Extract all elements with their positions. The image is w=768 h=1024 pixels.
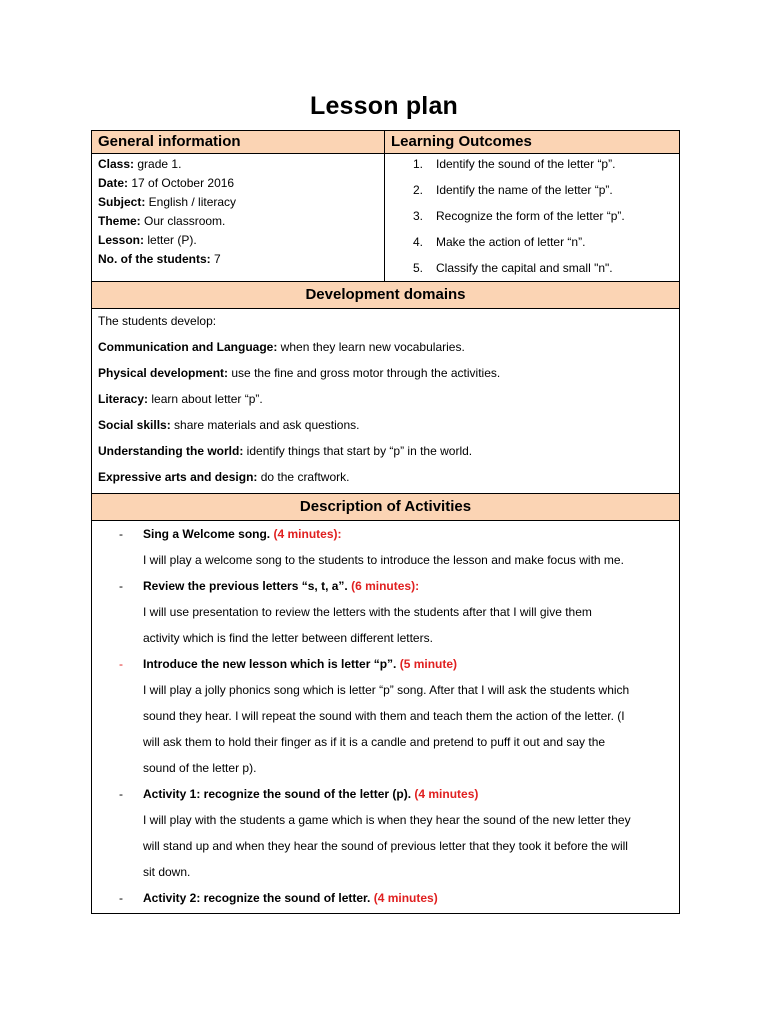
activity-text: I will play a welcome song to the students to introduce the lesson and make focus with me.	[143, 553, 624, 567]
info-header-row	[92, 131, 679, 154]
development-header-row	[92, 282, 679, 309]
activity-text: sound they hear. I will repeat the sound with them and teach them the action of the letter. (I	[143, 709, 625, 723]
outcome-item: 1. Identify the sound of the letter “p”.	[413, 157, 616, 171]
outcome-item: 4. Make the action of letter “n”.	[413, 235, 586, 249]
development-item: Social skills: share materials and ask questions.	[98, 418, 360, 432]
development-item: Expressive arts and design: do the craftwork.	[98, 470, 350, 484]
learning-outcomes-cell	[385, 154, 677, 281]
activities-header-row	[92, 494, 679, 521]
activities-row	[92, 521, 679, 914]
students-line: No. of the students: 7	[98, 252, 221, 266]
outcome-item: 5. Classify the capital and small "n".	[413, 261, 613, 275]
theme-line: Theme: Our classroom.	[98, 214, 226, 228]
development-domains-header: Development domains	[305, 286, 466, 303]
activity-text: activity which is find the letter between different letters.	[143, 631, 433, 645]
general-info-cell	[92, 154, 385, 281]
development-row	[92, 309, 679, 494]
lesson-line: Lesson: letter (P).	[98, 233, 197, 247]
activity-item: - Sing a Welcome song. (4 minutes): I will play a welcome song to the students to introduce the lesson and make focus with me.	[98, 521, 673, 573]
activity-item: - Activity 2: recognize the sound of letter. (4 minutes)	[119, 891, 438, 905]
development-intro: The students develop:	[98, 314, 217, 328]
activity-text: I will use presentation to review the letters with the students after that I will give them	[143, 605, 592, 619]
development-cell	[92, 309, 506, 493]
activity-item: - Review the previous letters “s, t, a”. (6 minutes): I will use presentation to review the letters with the students after that I will give them activity which is find the letter between different letters.	[98, 573, 673, 651]
activities-cell	[92, 521, 679, 913]
outcome-item: 3. Recognize the form of the letter “p”.	[413, 209, 625, 223]
activity-text: I will play with the students a game which is when they hear the sound of the new letter they	[143, 813, 631, 827]
activity-text: sit down.	[143, 865, 191, 879]
info-row	[92, 154, 679, 282]
activity-item: - Activity 1: recognize the sound of the letter (p). (4 minutes) I will play with the students a game which is when they hear the sound of the new letter they will stand up and when they hear the sound of previous letter that they took it before the will sit down.	[98, 781, 673, 885]
activities-header: Description of Activities	[299, 498, 472, 515]
page-title: Lesson plan	[309, 92, 459, 120]
development-item: Literacy: learn about letter “p”.	[98, 392, 263, 406]
date-line: Date: 17 of October 2016	[98, 176, 235, 190]
class-line: Class: grade 1.	[98, 157, 182, 171]
lesson-table	[91, 130, 680, 914]
development-item: Understanding the world: identify things that start by “p” in the world.	[98, 444, 473, 458]
development-item: Physical development: use the fine and gross motor through the activities.	[98, 366, 501, 380]
general-info-header: General information	[92, 131, 385, 153]
outcome-item: 2. Identify the name of the letter “p”.	[413, 183, 613, 197]
learning-outcomes-header: Learning Outcomes	[391, 133, 532, 150]
development-item: Communication and Language: when they learn new vocabularies.	[98, 340, 465, 354]
activity-text: sound of the letter p).	[143, 761, 257, 775]
activity-text: will ask them to hold their finger as if it is a candle and pretend to puff it out and say the	[143, 735, 606, 749]
activity-text: I will play a jolly phonics song which is letter “p” song. After that I will ask the students which	[143, 683, 630, 697]
activity-text: will stand up and when they hear the sound of previous letter that they took it before the will	[143, 839, 628, 853]
subject-line: Subject: English / literacy	[98, 195, 237, 209]
activity-item: - Introduce the new lesson which is letter “p”. (5 minute) I will play a jolly phonics song which is letter “p” song. After that I will ask the students which sound they hear. I will repeat the sound with them and teach them the action of the letter. (I will ask them to hold their finger as if it is a candle and pretend to puff it out and say the sound of the letter p).	[98, 651, 673, 781]
outcomes-list	[385, 156, 677, 286]
